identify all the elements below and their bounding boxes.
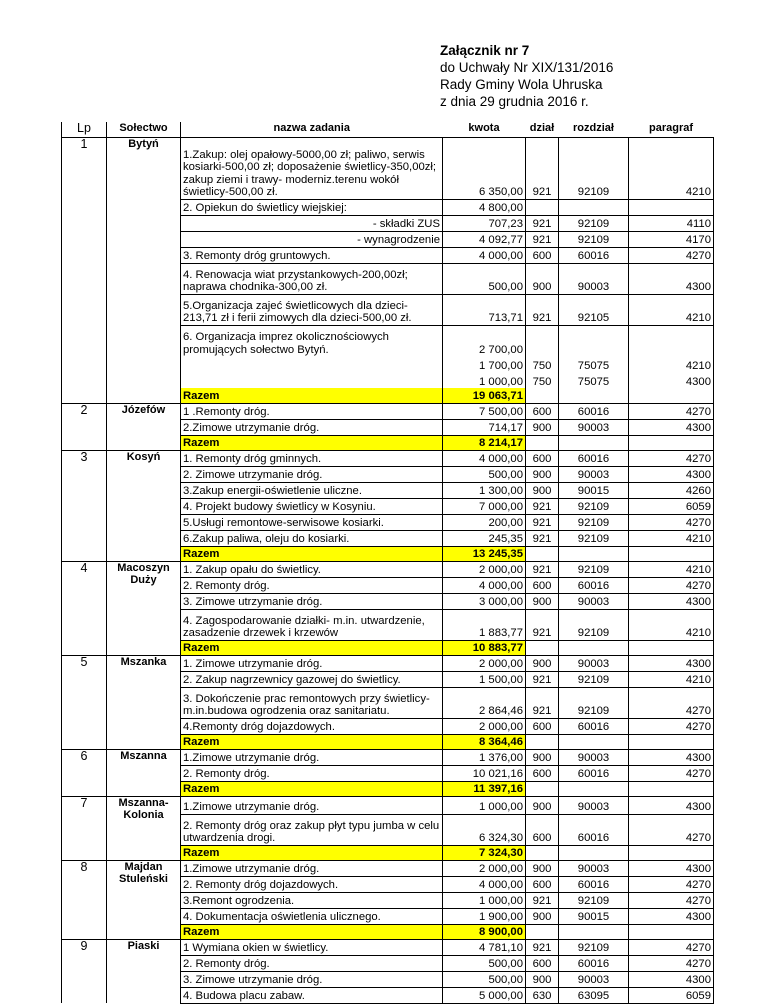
col-solectwo: Sołectwo [107, 122, 181, 137]
amount: 4 092,77 [443, 231, 526, 247]
row-solectwo: Kosyń [107, 450, 181, 561]
amount: 2 864,46 [443, 687, 526, 718]
task-name: 5.Usługi remontowe-serwisowe kosiarki. [181, 514, 443, 530]
attachment-title: Załącznik nr 7 [440, 43, 530, 58]
paragraph: 4300 [629, 372, 714, 388]
chapter [559, 640, 629, 655]
table-row [62, 939, 714, 955]
division: 750 [526, 356, 559, 372]
chapter [559, 781, 629, 796]
paragraph: 4270 [629, 247, 714, 263]
chapter [559, 388, 629, 403]
task-name: Razem [181, 546, 443, 561]
col-paragraf: paragraf [648, 122, 694, 134]
row-lp: 7 [62, 796, 107, 860]
division [526, 845, 559, 860]
amount: 2 000,00 [443, 561, 526, 577]
task-name: Razem [181, 845, 443, 860]
task-name: 2. Remonty dróg oraz zakup płyt typu jumba w celu utwardzenia drogi. [181, 814, 443, 845]
table-row [62, 561, 714, 577]
amount: 500,00 [443, 955, 526, 971]
task-name: 1 .Remonty dróg. [181, 403, 443, 419]
division: 900 [526, 908, 559, 924]
task-name: - składki ZUS [181, 215, 443, 231]
chapter: 90015 [559, 908, 629, 924]
amount: 1 000,00 [443, 796, 526, 814]
chapter [559, 924, 629, 939]
chapter: 90015 [559, 482, 629, 498]
task-name: 1.Zakup: olej opałowy-5000,00 zł; paliwo, serwis kosiarki-500,00 zł; doposażenie świetlicy-350,00zł; zakup ziemi i trawy- moderniz.terenu wokół świetlicy-500,00 zł. [181, 137, 443, 199]
chapter: 92109 [559, 514, 629, 530]
division [526, 546, 559, 561]
budget-table [61, 122, 714, 1004]
division: 900 [526, 419, 559, 435]
division: 921 [526, 609, 559, 640]
amount: 4 000,00 [443, 247, 526, 263]
document-header [440, 42, 613, 110]
amount: 13 245,35 [443, 546, 526, 561]
row-solectwo: Mszanka [107, 655, 181, 749]
task-name: 1.Zimowe utrzymanie dróg. [181, 860, 443, 876]
row-lp: 8 [62, 860, 107, 939]
paragraph [629, 924, 714, 939]
chapter: 90003 [559, 971, 629, 987]
amount: 6 324,30 [443, 814, 526, 845]
task-name: 4. Projekt budowy świetlicy w Kosyniu. [181, 498, 443, 514]
division [526, 640, 559, 655]
chapter: 60016 [559, 403, 629, 419]
task-name: 2. Remonty dróg. [181, 955, 443, 971]
task-name: 2. Remonty dróg dojazdowych. [181, 876, 443, 892]
task-name: 6. Organizacja imprez okolicznościowych promujących sołectwo Bytyń. [181, 325, 443, 356]
division: 921 [526, 231, 559, 247]
council-name: Rady Gminy Wola Uhruska [440, 77, 603, 92]
amount: 19 063,71 [443, 388, 526, 403]
division: 900 [526, 482, 559, 498]
chapter: 90003 [559, 749, 629, 765]
paragraph: 4300 [629, 593, 714, 609]
chapter [559, 435, 629, 450]
task-name: 1. Zimowe utrzymanie dróg. [181, 655, 443, 671]
amount: 1 000,00 [443, 372, 526, 388]
division: 900 [526, 655, 559, 671]
amount: 3 000,00 [443, 593, 526, 609]
paragraph: 4210 [629, 530, 714, 546]
chapter: 92109 [559, 687, 629, 718]
row-solectwo: Bytyń [107, 137, 181, 403]
division: 900 [526, 749, 559, 765]
paragraph: 4300 [629, 749, 714, 765]
chapter: 90003 [559, 860, 629, 876]
paragraph: 4270 [629, 687, 714, 718]
paragraph: 4300 [629, 796, 714, 814]
amount: 500,00 [443, 971, 526, 987]
amount: 1 000,00 [443, 892, 526, 908]
division: 900 [526, 466, 559, 482]
amount: 4 000,00 [443, 876, 526, 892]
amount: 4 000,00 [443, 450, 526, 466]
division: 630 [526, 987, 559, 1003]
chapter: 60016 [559, 577, 629, 593]
chapter: 92109 [559, 215, 629, 231]
chapter: 92109 [559, 231, 629, 247]
row-solectwo: Józefów [107, 403, 181, 450]
task-name: 3.Zakup energii-oświetlenie uliczne. [181, 482, 443, 498]
division: 921 [526, 294, 559, 325]
chapter [559, 845, 629, 860]
row-lp: 5 [62, 655, 107, 749]
division: 600 [526, 876, 559, 892]
paragraph: 4210 [629, 294, 714, 325]
paragraph: 4300 [629, 908, 714, 924]
amount: 1 376,00 [443, 749, 526, 765]
amount: 200,00 [443, 514, 526, 530]
row-solectwo: Mszanna [107, 749, 181, 796]
table-row [62, 796, 714, 814]
task-name: Razem [181, 734, 443, 749]
amount: 714,17 [443, 419, 526, 435]
chapter: 90003 [559, 263, 629, 294]
division: 921 [526, 687, 559, 718]
chapter: 92109 [559, 671, 629, 687]
paragraph [629, 325, 714, 356]
chapter: 90003 [559, 466, 629, 482]
table-row [62, 860, 714, 876]
task-name: 3.Remont ogrodzenia. [181, 892, 443, 908]
task-name: 4. Budowa placu zabaw. [181, 987, 443, 1003]
division: 600 [526, 577, 559, 593]
division: 750 [526, 372, 559, 388]
task-name: 1. Zakup opału do świetlicy. [181, 561, 443, 577]
task-name: 6.Zakup paliwa, oleju do kosiarki. [181, 530, 443, 546]
row-lp: 3 [62, 450, 107, 561]
paragraph: 4300 [629, 971, 714, 987]
row-lp: 6 [62, 749, 107, 796]
paragraph: 4270 [629, 514, 714, 530]
division: 921 [526, 514, 559, 530]
col-kwota: kwota [468, 122, 500, 134]
chapter: 90003 [559, 419, 629, 435]
division: 921 [526, 671, 559, 687]
division: 600 [526, 403, 559, 419]
amount: 1 700,00 [443, 356, 526, 372]
paragraph [629, 435, 714, 450]
amount: 1 300,00 [443, 482, 526, 498]
task-name: 2. Zimowe utrzymanie dróg. [181, 466, 443, 482]
amount: 2 000,00 [443, 718, 526, 734]
division: 900 [526, 971, 559, 987]
chapter: 92109 [559, 892, 629, 908]
paragraph: 4210 [629, 609, 714, 640]
amount: 2 700,00 [443, 325, 526, 356]
amount: 500,00 [443, 263, 526, 294]
task-name: 4. Zagospodarowanie działki- m.in. utwardzenie, zasadzenie drzewek i krzewów [181, 609, 443, 640]
resolution-date: z dnia 29 grudnia 2016 r. [440, 94, 589, 109]
division: 600 [526, 718, 559, 734]
amount: 245,35 [443, 530, 526, 546]
task-name: 1.Zimowe utrzymanie dróg. [181, 796, 443, 814]
chapter: 60016 [559, 814, 629, 845]
task-name: 3. Zimowe utrzymanie dróg. [181, 971, 443, 987]
division: 921 [526, 939, 559, 955]
task-name [181, 356, 443, 372]
amount: 11 397,16 [443, 781, 526, 796]
paragraph: 4110 [629, 215, 714, 231]
chapter: 60016 [559, 876, 629, 892]
division: 921 [526, 892, 559, 908]
task-name: 3. Remonty dróg gruntowych. [181, 247, 443, 263]
paragraph: 4270 [629, 892, 714, 908]
amount: 7 324,30 [443, 845, 526, 860]
paragraph: 4260 [629, 482, 714, 498]
task-name: 2.Zimowe utrzymanie dróg. [181, 419, 443, 435]
division: 921 [526, 498, 559, 514]
paragraph: 6059 [629, 987, 714, 1003]
division: 600 [526, 247, 559, 263]
chapter: 60016 [559, 247, 629, 263]
division: 900 [526, 796, 559, 814]
task-name: 1.Zimowe utrzymanie dróg. [181, 749, 443, 765]
chapter: 63095 [559, 987, 629, 1003]
chapter: 60016 [559, 955, 629, 971]
paragraph: 4170 [629, 231, 714, 247]
paragraph: 4270 [629, 939, 714, 955]
paragraph: 4300 [629, 263, 714, 294]
task-name: Razem [181, 388, 443, 403]
task-name: 1. Remonty dróg gminnych. [181, 450, 443, 466]
row-lp: 9 [62, 939, 107, 1003]
task-name: 4. Renowacja wiat przystankowych-200,00zł; naprawa chodnika-300,00 zł. [181, 263, 443, 294]
paragraph [629, 781, 714, 796]
row-solectwo: Macoszyn Duży [107, 561, 181, 655]
paragraph [629, 546, 714, 561]
row-lp: 1 [62, 137, 107, 403]
chapter [559, 734, 629, 749]
task-name: 1 Wymiana okien w świetlicy. [181, 939, 443, 955]
division [526, 924, 559, 939]
chapter: 92109 [559, 530, 629, 546]
paragraph [629, 845, 714, 860]
resolution-number: do Uchwały Nr XIX/131/2016 [440, 60, 614, 75]
amount: 8 214,17 [443, 435, 526, 450]
task-name: 2. Remonty dróg. [181, 765, 443, 781]
task-name: - wynagrodzenie [181, 231, 443, 247]
chapter [559, 199, 629, 215]
paragraph: 4270 [629, 403, 714, 419]
task-name: Razem [181, 435, 443, 450]
division: 600 [526, 765, 559, 781]
paragraph: 6059 [629, 498, 714, 514]
division: 921 [526, 137, 559, 199]
row-lp: 4 [62, 561, 107, 655]
column-header-row [62, 122, 714, 137]
division: 600 [526, 450, 559, 466]
col-nazwa: nazwa zadania [273, 122, 350, 134]
chapter: 92109 [559, 609, 629, 640]
paragraph: 4300 [629, 419, 714, 435]
amount: 707,23 [443, 215, 526, 231]
amount: 8 364,46 [443, 734, 526, 749]
amount: 2 000,00 [443, 655, 526, 671]
amount: 4 800,00 [443, 199, 526, 215]
amount: 7 000,00 [443, 498, 526, 514]
division: 600 [526, 955, 559, 971]
paragraph: 4270 [629, 814, 714, 845]
division: 900 [526, 860, 559, 876]
task-name: 4. Dokumentacja oświetlenia ulicznego. [181, 908, 443, 924]
table-row [62, 655, 714, 671]
division [526, 325, 559, 356]
task-name [181, 372, 443, 388]
chapter: 90003 [559, 796, 629, 814]
task-name: 5.Organizacja zajeć świetlicowych dla dzieci-213,71 zł i ferii zimowych dla dzieci-500,00 zł. [181, 294, 443, 325]
paragraph: 4210 [629, 671, 714, 687]
task-name: Razem [181, 781, 443, 796]
amount: 5 000,00 [443, 987, 526, 1003]
row-solectwo: Majdan Stuleński [107, 860, 181, 939]
task-name: 4.Remonty dróg dojazdowych. [181, 718, 443, 734]
amount: 8 900,00 [443, 924, 526, 939]
chapter: 92109 [559, 137, 629, 199]
chapter: 60016 [559, 718, 629, 734]
division: 600 [526, 814, 559, 845]
table-row [62, 749, 714, 765]
amount: 4 781,10 [443, 939, 526, 955]
task-name: Razem [181, 924, 443, 939]
amount: 500,00 [443, 466, 526, 482]
paragraph [629, 199, 714, 215]
task-name: 2. Opiekun do świetlicy wiejskiej: [181, 199, 443, 215]
paragraph: 4300 [629, 466, 714, 482]
amount: 10 883,77 [443, 640, 526, 655]
chapter [559, 546, 629, 561]
division [526, 435, 559, 450]
row-solectwo: Piaski [107, 939, 181, 1003]
amount: 1 883,77 [443, 609, 526, 640]
division: 921 [526, 561, 559, 577]
division [526, 734, 559, 749]
paragraph: 4270 [629, 450, 714, 466]
division: 900 [526, 593, 559, 609]
task-name: 2. Zakup nagrzewnicy gazowej do świetlicy. [181, 671, 443, 687]
paragraph [629, 734, 714, 749]
chapter: 75075 [559, 356, 629, 372]
amount: 713,71 [443, 294, 526, 325]
chapter: 92109 [559, 498, 629, 514]
chapter: 92105 [559, 294, 629, 325]
paragraph [629, 388, 714, 403]
chapter: 90003 [559, 593, 629, 609]
task-name: 2. Remonty dróg. [181, 577, 443, 593]
task-name: Razem [181, 640, 443, 655]
table-row [62, 403, 714, 419]
amount: 1 900,00 [443, 908, 526, 924]
paragraph [629, 640, 714, 655]
chapter: 92109 [559, 939, 629, 955]
col-rozdzial: rozdział [573, 122, 614, 134]
row-lp: 2 [62, 403, 107, 450]
paragraph: 4270 [629, 577, 714, 593]
amount: 6 350,00 [443, 137, 526, 199]
amount: 4 000,00 [443, 577, 526, 593]
paragraph: 4270 [629, 955, 714, 971]
task-name: 3. Dokończenie prac remontowych przy świetlicy-m.in.budowa ogrodzenia oraz sanitariatu. [181, 687, 443, 718]
paragraph: 4210 [629, 137, 714, 199]
paragraph: 4270 [629, 718, 714, 734]
amount: 7 500,00 [443, 403, 526, 419]
division: 900 [526, 263, 559, 294]
division: 921 [526, 530, 559, 546]
chapter: 60016 [559, 450, 629, 466]
paragraph: 4270 [629, 765, 714, 781]
division [526, 781, 559, 796]
row-solectwo: Mszanna-Kolonia [107, 796, 181, 860]
table-row [62, 450, 714, 466]
paragraph: 4210 [629, 561, 714, 577]
col-lp: Lp [62, 122, 107, 137]
chapter: 90003 [559, 655, 629, 671]
paragraph: 4210 [629, 356, 714, 372]
amount: 10 021,16 [443, 765, 526, 781]
col-dzial: dział [529, 122, 555, 134]
amount: 1 500,00 [443, 671, 526, 687]
division [526, 199, 559, 215]
chapter: 60016 [559, 765, 629, 781]
table-row [62, 137, 714, 199]
paragraph: 4300 [629, 860, 714, 876]
paragraph: 4300 [629, 655, 714, 671]
task-name: 3. Zimowe utrzymanie dróg. [181, 593, 443, 609]
paragraph: 4270 [629, 876, 714, 892]
chapter: 75075 [559, 372, 629, 388]
chapter [559, 325, 629, 356]
chapter: 92109 [559, 561, 629, 577]
division: 921 [526, 215, 559, 231]
division [526, 388, 559, 403]
amount: 2 000,00 [443, 860, 526, 876]
